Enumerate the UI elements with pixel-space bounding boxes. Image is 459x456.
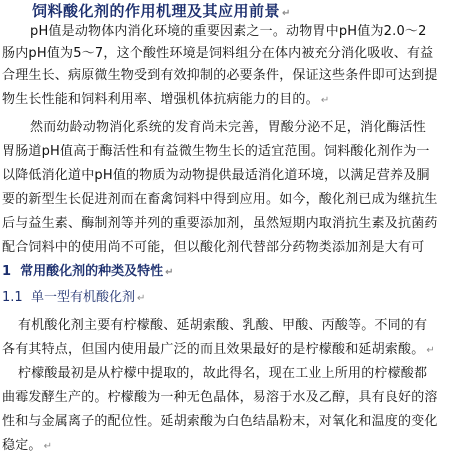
line-text: 肠内pH值为5～7，这个酸性环境是饲料组分在体内被充分消化吸收、有益: [2, 46, 434, 61]
body-line-11: [18, 318, 427, 334]
line-text: 以降低消化道中pH值的物质为动物提供最适消化道环境，以满足营养及胴: [2, 168, 430, 183]
line-text: pH值是动物体内消化环境的重要因素之一。动物胃中pH值为2.0～2: [30, 24, 427, 39]
paragraph-mark: ↵: [426, 345, 435, 356]
paragraph-mark: ↵: [282, 8, 291, 19]
line-text: 稳定。: [2, 438, 42, 453]
paragraph-mark: ↵: [43, 441, 53, 452]
line-text: 各有其特点，但国内使用最广泛的而且效果最好的是柠檬酸和延胡索酸。: [2, 342, 425, 357]
section-number: 1.1: [2, 290, 23, 305]
section-number: 1: [2, 264, 12, 279]
line-text: 胃肠道pH值高于酶活性和有益微生物生长的适宜范围。饲料酸化剂作为一: [2, 144, 430, 159]
line-text: 配合饲料中的使用尚不可能，但以酸化剂代替部分药物类添加剂是大有可: [2, 240, 425, 255]
body-line-14: [2, 390, 438, 406]
body-line-6: [2, 144, 430, 160]
line-text: 要的新型生长促进剂而在畜禽饲料中得到应用。如今，酸化剂已成为继抗生: [2, 192, 438, 207]
line-text: 柠檬酸最初是从柠檬中提取的，故此得名，现在工业上所用的柠檬酸都: [18, 366, 428, 381]
body-line-2: [2, 46, 433, 62]
paragraph-mark: ↵: [165, 267, 174, 278]
line-text: 物生长性能和饲料利用率、增强机体抗病能力的目的。: [2, 92, 319, 107]
body-line-15: [2, 414, 438, 430]
line-text: 然而幼龄动物消化系统的发育尚未完善，胃酸分泌不足，消化酶活性: [30, 120, 427, 135]
body-line-5: [30, 120, 426, 136]
line-text: 合理生长、病原微生物受到有效抑制的必要条件，保证这些条件即可达到提: [2, 68, 438, 83]
body-line-16: [2, 438, 52, 455]
section-heading-1-1: [2, 290, 145, 307]
body-line-7: [2, 168, 430, 184]
title-text: 饲料酸化剂的作用机理及其应用前景: [32, 2, 281, 20]
body-line-9: [2, 216, 438, 232]
body-line-8: [2, 192, 438, 208]
line-text: 有机酸化剂主要有柠檬酸、延胡索酸、乳酸、甲酸、丙酸等。不同的有: [18, 318, 428, 333]
line-text: 后与益生素、酶制剂等并列的重要添加剂，虽然短期内取消抗生素及抗菌药: [2, 216, 438, 231]
section-heading-1: [2, 264, 174, 281]
body-line-1: [30, 24, 427, 40]
document-title: [32, 2, 291, 23]
section-title: 常用酸化剂的种类及特性: [20, 264, 164, 279]
body-line-13: [18, 366, 427, 382]
paragraph-mark: ↵: [320, 95, 330, 106]
line-text: 曲霉发酵生产的。柠檬酸为一种无色晶体，易溶于水及乙醇，具有良好的溶: [2, 390, 438, 405]
body-line-12: [2, 342, 435, 359]
section-title: 单一型有机酸化剂: [30, 290, 135, 305]
body-line-10: [2, 240, 424, 256]
line-text: 性和与金属离子的配位性。延胡索酸为白色结晶粉末，对氧化和温度的变化: [2, 414, 438, 429]
body-line-3: [2, 68, 438, 84]
paragraph-mark: ↵: [136, 293, 146, 304]
body-line-4: [2, 92, 329, 109]
